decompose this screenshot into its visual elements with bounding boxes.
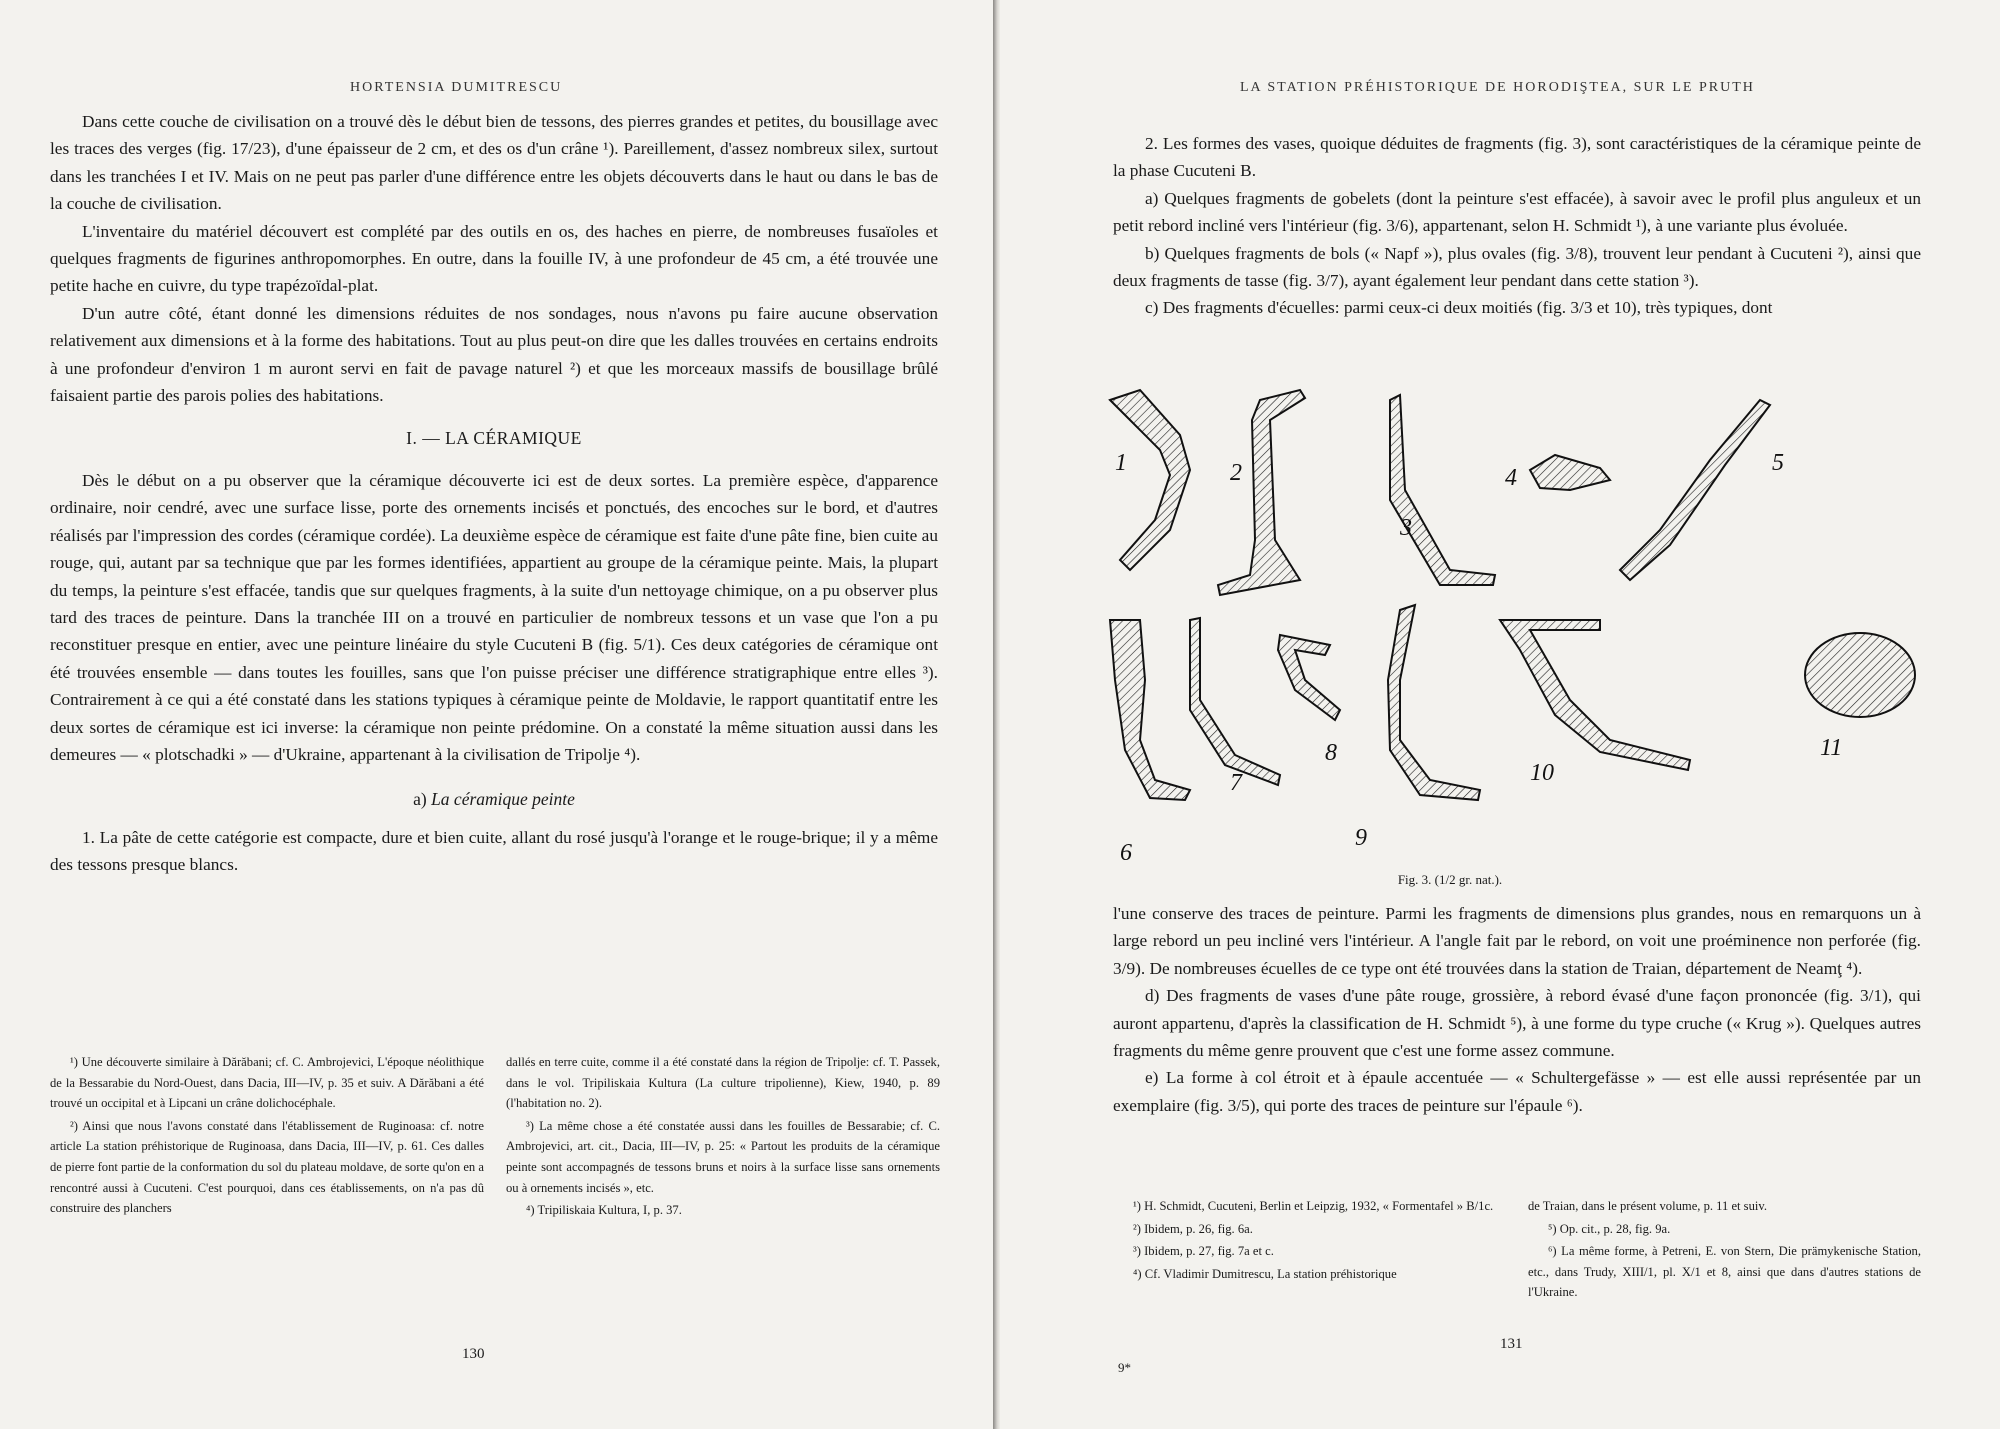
shard-9 [1388,605,1480,800]
page-number-left: 130 [462,1346,485,1362]
figure-label: 5 [1772,450,1784,476]
subsection-heading [50,786,938,813]
footnote: ⁴) Tripiliskaia Kultura, I, p. 37. [526,1203,682,1218]
signature-mark: 9* [1118,1360,1131,1375]
figure-label: 4 [1505,465,1517,491]
right-paragraph-4: c) Des fragments d'écuelles: parmi ceux-ci deux moitiés (fig. 3/3 et 10), très typiques, dont [1145,298,1773,318]
figure-label: 11 [1820,735,1843,761]
book-gutter [993,0,1000,1429]
figure-label: 8 [1325,740,1337,766]
left-body [50,108,938,879]
right-body-bottom [1113,900,1921,1119]
footnote: ³) Ibidem, p. 27, fig. 7a et c. [1133,1244,1274,1259]
shard-4 [1530,455,1610,490]
figure-label: 7 [1230,770,1242,796]
left-paragraph-1: Dans cette couche de civilisation on a trouvé dès le début bien de tessons, des pierres grandes et petites, du bousillage avec les traces des verges (fig. 17/23), d'une épaisseur de 2 cm, et des os d'un crâne ¹). Pareillement, d'assez nombreux silex, surtout dans les tranchées I et IV. Mais on ne peut pas parler d'une différence entre les objets découverts dans le haut ou dans le bas de la couche de civilisation. [50,112,938,214]
footnote: ²) Ainsi que nous l'avons constaté dans l'établissement de Ruginoasa: cf. notre article La station préhistorique de Ruginoasa, dans Dacia, III—IV, p. 61. Ces dalles de pierre font partie de la conformation du sol du plateau moldave, de sorte qu'on en a rencontré aussi à Cucuteni. C'est pourquoi, dans ces établissements, on n'a pas dû construire des planchers [50,1118,484,1216]
footnote-column-1 [50,1052,484,1223]
shard-6 [1110,620,1190,800]
shard-7 [1190,618,1280,785]
right-paragraph-2: a) Quelques fragments de gobelets (dont la peinture s'est effacée), à savoir avec le profil plus anguleux et un petit rebord incliné vers l'intérieur (fig. 3/6), appartenant, selon H. Schmidt ¹), à une variante plus évoluée. [1113,188,1921,236]
figure-label: 3 [1400,515,1412,541]
shard-3 [1390,395,1495,585]
subsection-title: La céramique peinte [431,789,575,810]
shard-5 [1620,400,1770,580]
footnote: ¹) H. Schmidt, Cucuteni, Berlin et Leipzig, 1932, « Formentafel » B/1c. [1133,1199,1494,1213]
right-footnotes [1113,1196,1921,1305]
left-paragraph-4: Dès le début on a pu observer que la céramique découverte ici est de deux sortes. La première espèce, d'apparence ordinaire, noir cendré, avec une surface lisse, porte des ornements incisés et ponctués, des encoches sur le bord, et d'autres réalisés par l'impression des cordes (céramique cordée). La deuxième espèce de céramique est faite d'une pâte fine, bien cuite au rouge, qui, autant par sa technique que par les formes identifiées, appartient au groupe de la céramique peinte. Mais, la plupart du temps, la peinture s'est effacée, tandis que sur quelques fragments, à la suite d'un nettoyage chimique, on a pu observer plus tard des traces de peinture. Dans la tranchée III on a trouvé en particulier de nombreux tessons et un vase que l'on a pu reconstituer presque en entier, avec une peinture linéaire du style Cucuteni B (fig. 5/1). Ces deux catégories de céramique ont été trouvées ensemble — dans toutes les fouilles, sans que l'on puisse préciser une différence stratigraphique entre elles ³). Contrairement à ce qui a été constaté dans les stations typiques à céramique peinte de Moldavie, le rapport quantitatif entre les deux sortes de céramique est ici inverse: la céramique non peinte prédomine. On a constaté la même situation aussi dans les demeures — « plotschadki » — d'Ukraine, appartenant à la civilisation de Tripolje ⁴). [50,470,938,764]
left-page [0,0,993,1429]
right-paragraph-5: l'une conserve des traces de peinture. Parmi les fragments de dimensions plus grandes, nous en remarquons un à large rebord un peu incliné vers l'intérieur. A l'angle fait par le rebord, on voit une proéminence non perforée (fig. 3/9). De nombreuses écuelles de ce type ont été trouvées dans la station de Traian, département de Neamţ ⁴). [1113,904,1921,978]
figure-label: 10 [1530,760,1554,786]
running-head-right: LA STATION PRÉHISTORIQUE DE HORODIŞTEA, SUR LE PRUTH [1240,80,1755,95]
left-paragraph-5: 1. La pâte de cette catégorie est compacte, dure et bien cuite, allant du rosé jusqu'à l'orange et le rouge-brique; il y a même des tessons presque blancs. [50,827,938,875]
shard-11 [1805,633,1915,717]
footnote-column-2 [1528,1196,1921,1305]
right-page [1000,0,2000,1429]
figure-label: 2 [1230,460,1242,486]
footnote: de Traian, dans le présent volume, p. 11 et suiv. [1528,1199,1768,1213]
footnote: ⁴) Cf. Vladimir Dumitrescu, La station préhistorique [1133,1266,1397,1281]
footnote: dallés en terre cuite, comme il a été constaté dans la région de Tripolje: cf. T. Passek, dans le vol. Tripiliskaia Kultura (La culture tripolienne), Kiew, 1940, p. 89 (l'habitation no. 2). [506,1055,940,1111]
right-paragraph-7: e) La forme à col étroit et à épaule accentuée — « Schultergefässe » — est elle aussi représentée par un exemplaire (fig. 3/5), qui porte des traces de peinture sur l'épaule ⁶). [1113,1068,1921,1115]
figure-caption: Fig. 3. (1/2 gr. nat.). [1397,872,1503,887]
left-footnotes [50,1052,940,1223]
footnote: ²) Ibidem, p. 26, fig. 6a. [1133,1221,1253,1236]
left-paragraph-3: D'un autre côté, étant donné les dimensions réduites de nos sondages, nous n'avons pu faire aucune observation relativement aux dimensions et à la forme des habitations. Tout au plus peut-on dire que les dalles trouvées en certains endroits à une profondeur d'environ 1 m auront servi en fait de pavage naturel ²) et que les morceaux massifs de bousillage brûlé faisaient partie des parois polies des habitations. [50,303,938,406]
right-body-top [1113,130,1921,322]
shard-2 [1218,390,1305,595]
right-paragraph-1: 2. Les formes des vases, quoique déduites de fragments (fig. 3), sont caractéristiques de la céramique peinte de la phase Cucuteni B. [1113,134,1921,181]
shard-8 [1278,635,1340,720]
footnote-column-2 [506,1052,940,1223]
figure-label: 6 [1120,840,1132,866]
footnote: ¹) Une découverte similaire à Dărăbani; cf. C. Ambrojevici, L'époque néolithique de la Bessarabie du Nord-Ouest, dans Dacia, III—IV, p. 35 et suiv. A Dărăbani a été trouvé un occipital et à Lipcani un crâne dolichocéphale. [50,1055,484,1111]
figure-3 [1100,380,1940,870]
subsection-prefix: a) [413,789,427,810]
figure-label: 1 [1115,450,1127,476]
footnote-column-1 [1113,1196,1506,1305]
right-paragraph-6: d) Des fragments de vases d'une pâte rouge, grossière, à rebord évasé d'une façon prononcée (fig. 3/1), qui auront appartenu, d'après la classification de H. Schmidt ⁵), à une forme du type cruche (« Krug »). Quelques autres fragments du même genre prouvent que c'est une forme assez commune. [1113,986,1921,1061]
running-head-left: HORTENSIA DUMITRESCU [350,80,563,95]
figure-label: 9 [1355,825,1367,851]
footnote: ⁶) La même forme, à Petreni, E. von Stern, Die prämykenische Station, etc., dans Trudy, XIII/1, pl. X/1 et 8, ainsi que dans d'autres stations de l'Ukraine. [1528,1244,1921,1300]
shard-1 [1110,390,1190,570]
footnote: ³) La même chose a été constatée aussi dans les fouilles de Bessarabie; cf. C. Ambrojevici, art. cit., Dacia, III—IV, p. 25: « Partout les produits de la céramique peinte sont accompagnés de tessons bruns et noirs à la surface lisse sans ornements ou à ornements incisés », etc. [506,1118,940,1195]
right-paragraph-3: b) Quelques fragments de bols (« Napf »), plus ovales (fig. 3/8), trouvent leur pendant à Cucuteni ²), ainsi que deux fragments de tasse (fig. 3/7), ayant également leur pendant dans cette station ³). [1113,243,1921,291]
footnote: ⁵) Op. cit., p. 28, fig. 9a. [1548,1221,1671,1236]
section-heading: I. — LA CÉRAMIQUE [406,428,582,449]
left-paragraph-2: L'inventaire du matériel découvert est complété par des outils en os, des haches en pierre, de nombreuses fusaïoles et quelques fragments de figurines anthropomorphes. En outre, dans la fouille IV, à une profondeur de 45 cm, a été trouvée une petite hache en cuivre, du type trapézoïdal-plat. [50,221,938,296]
page-number-right: 131 [1500,1336,1523,1352]
shard-10 [1500,620,1690,770]
